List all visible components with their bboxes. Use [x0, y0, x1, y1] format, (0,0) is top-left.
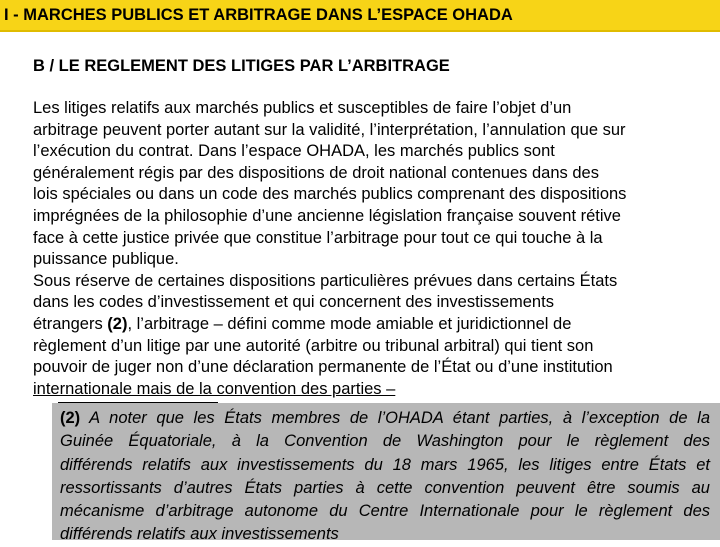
title-bar	[0, 0, 720, 32]
body-line: Les litiges relatifs aux marchés publics et susceptibles de faire l’objet d’un	[33, 99, 572, 117]
footnote-marker: (2)	[60, 409, 81, 427]
body-line: arbitrage peuvent porter autant sur la validité, l’interprétation, l’annulation que sur	[33, 120, 626, 139]
body-line: pouvoir de juger non d’une déclaration permanente de l’État ou d’une institution	[33, 358, 613, 377]
footnote-line: ressortissants d’autres États parties à cette convention peuvent être soumis au	[60, 478, 710, 497]
body-line: internationale mais de la convention des parties –	[33, 379, 396, 398]
body-line: dans les codes d’investissement et qui concernent des investissements	[33, 293, 554, 312]
footnote-line: mécanisme d’arbitrage autonome du Centre Internationale pour le règlement des	[60, 502, 710, 521]
body-paragraph	[33, 98, 683, 400]
body-line-start: étrangers	[33, 314, 108, 333]
footnote-line: différends relatifs aux investissements du 18 mars 1965, les litiges entre États et	[60, 455, 710, 474]
footnote-line: différends relatifs aux investissements	[60, 525, 339, 544]
body-line: Sous réserve de certaines dispositions particulières prévues dans certains États	[33, 271, 618, 290]
body-line-with-reference	[33, 314, 683, 336]
footnote-line	[60, 407, 710, 430]
body-line: l’exécution du contrat. Dans l’espace OHADA, les marchés publics sont	[33, 142, 555, 161]
body-line: généralement régis par des dispositions de droit national contenues dans des	[33, 163, 599, 182]
body-line-rest: , l’arbitrage – défini comme mode amiable et juridictionnel de	[127, 314, 572, 333]
body-line: règlement d’un litige par une autorité (arbitre ou tribunal arbitral) qui tient son	[33, 336, 594, 355]
footnote-line-text: A noter que les États membres de l’OHADA étant parties, à l’exception de la	[80, 409, 710, 427]
footnote-line: Guinée Équatoriale, à la Convention de Washington pour le règlement des	[60, 432, 710, 451]
body-line: puissance publique.	[33, 250, 179, 269]
section-title: B / LE REGLEMENT DES LITIGES PAR L’ARBITRAGE	[33, 57, 450, 75]
body-line: face à cette justice privée que constitue l’arbitrage pour tout ce qui touche à la	[33, 228, 603, 247]
footnote	[60, 407, 710, 547]
slide-title: I - MARCHES PUBLICS ET ARBITRAGE DANS L’ESPACE OHADA	[4, 6, 513, 24]
body-line: imprégnées de la philosophie d’une ancienne législation française souvent rétive	[33, 206, 621, 225]
body-line: lois spéciales ou dans un code des marchés publics comprenant des dispositions	[33, 185, 627, 204]
footnote-reference[interactable]: (2)	[107, 314, 128, 333]
